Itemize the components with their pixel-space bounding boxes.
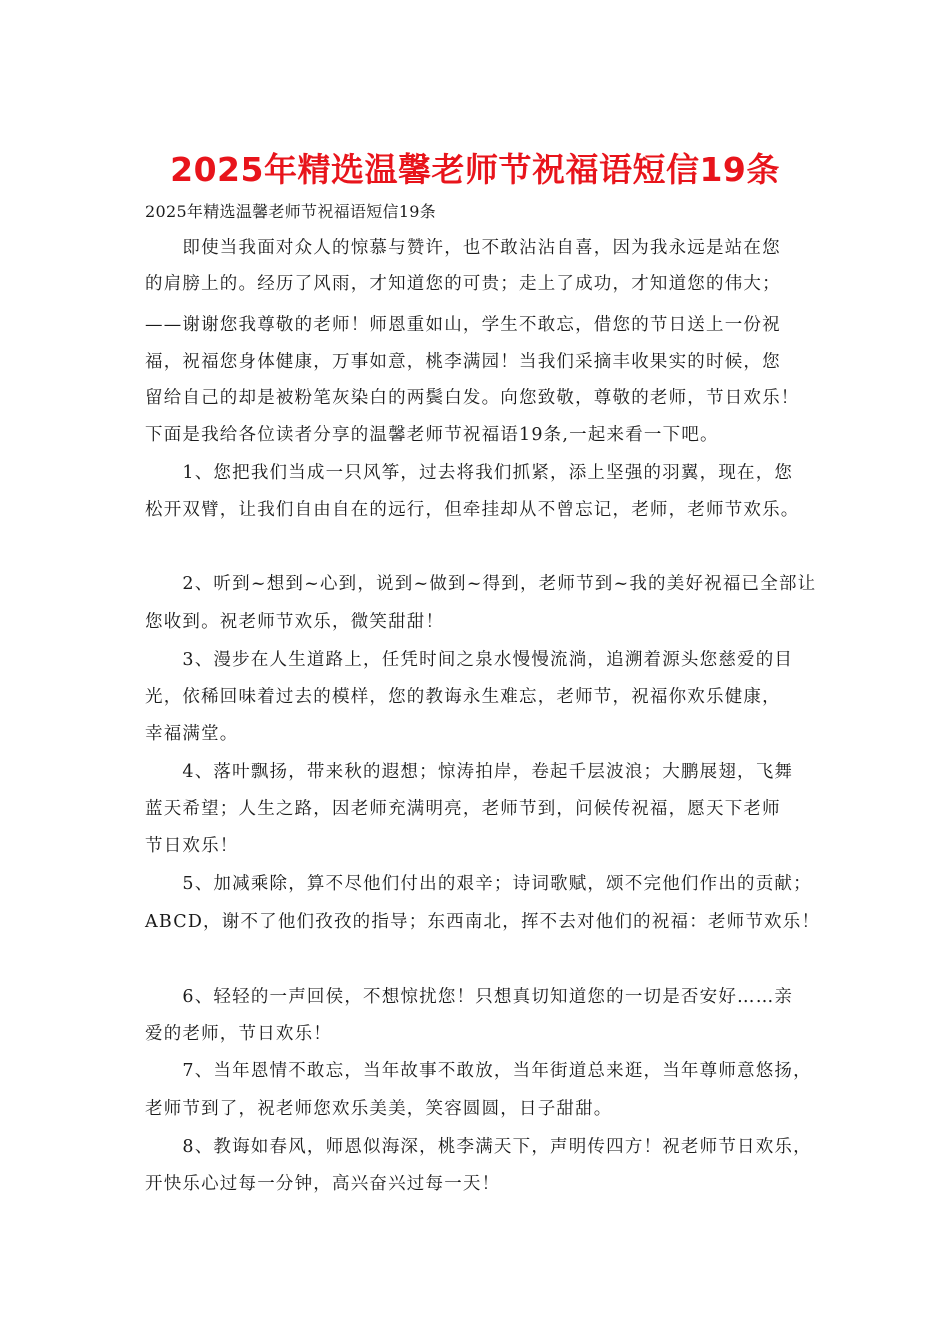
paragraph-line: 开快乐心过每一分钟，高兴奋兴过每一天！ <box>145 1174 501 1194</box>
paragraph-line: 您收到。祝老师节欢乐，微笑甜甜！ <box>145 612 445 632</box>
document-title: 2025年精选温馨老师节祝福语短信19条 <box>170 150 780 189</box>
document-subtitle: 2025年精选温馨老师节祝福语短信19条 <box>145 202 437 221</box>
paragraph-line: 老师节到了，祝老师您欢乐美美，笑容圆圆，日子甜甜。 <box>145 1099 613 1119</box>
paragraph-line: 8、教诲如春风，师恩似海深，桃李满天下，声明传四方！祝老师节日欢乐， <box>145 1137 812 1157</box>
paragraph-line: 5、加减乘除，算不尽他们付出的艰辛；诗词歌赋，颂不完他们作出的贡献； <box>145 874 812 894</box>
paragraph-line: 爱的老师，节日欢乐！ <box>145 1024 332 1044</box>
paragraph-line: 留给自己的却是被粉笔灰染白的两鬓白发。向您致敬，尊敬的老师，节日欢乐！ <box>145 388 800 408</box>
paragraph-line: 7、当年恩情不敢忘，当年故事不敢放，当年街道总来逛，当年尊师意悠扬， <box>145 1061 812 1081</box>
paragraph-line: ——谢谢您我尊敬的老师！师恩重如山，学生不敢忘，借您的节日送上一份祝 <box>145 315 781 335</box>
paragraph-line: 蓝天希望；人生之路，因老师充满明亮，老师节到，问候传祝福，愿天下老师 <box>145 799 781 819</box>
paragraph-line: 即使当我面对众人的惊慕与赞许，也不敢沾沾自喜，因为我永远是站在您 <box>145 238 781 258</box>
paragraph-line: 光，依稀回味着过去的模样，您的教诲永生难忘，老师节，祝福你欢乐健康， <box>145 687 781 707</box>
paragraph-line: 1、您把我们当成一只风筝，过去将我们抓紧，添上坚强的羽翼，现在，您 <box>145 463 794 483</box>
paragraph-line: 幸福满堂。 <box>145 724 239 744</box>
paragraph-line: 松开双臂，让我们自由自在的远行，但牵挂却从不曾忘记，老师，老师节欢乐。 <box>145 500 800 520</box>
paragraph-line: 4、落叶飘扬，带来秋的遐想；惊涛拍岸，卷起千层波浪；大鹏展翅，飞舞 <box>145 762 794 782</box>
paragraph-line: ABCD，谢不了他们孜孜的指导；东西南北，挥不去对他们的祝福：老师节欢乐！ <box>145 912 821 932</box>
paragraph-line: 的肩膀上的。经历了风雨，才知道您的可贵；走上了成功，才知道您的伟大； <box>145 274 781 294</box>
paragraph-line: 下面是我给各位读者分享的温馨老师节祝福语19条,一起来看一下吧。 <box>145 425 719 445</box>
paragraph-line: 3、漫步在人生道路上，任凭时间之泉水慢慢流淌，追溯着源头您慈爱的目 <box>145 650 794 670</box>
paragraph-line: 6、轻轻的一声回侯，不想惊扰您！只想真切知道您的一切是否安好……亲 <box>145 987 794 1007</box>
paragraph-line: 2、听到~想到~心到，说到~做到~得到，老师节到~我的美好祝福已全部让 <box>145 574 817 594</box>
paragraph-line: 福，祝福您身体健康，万事如意，桃李满园！当我们采摘丰收果实的时候，您 <box>145 352 781 372</box>
paragraph-line: 节日欢乐！ <box>145 836 239 856</box>
